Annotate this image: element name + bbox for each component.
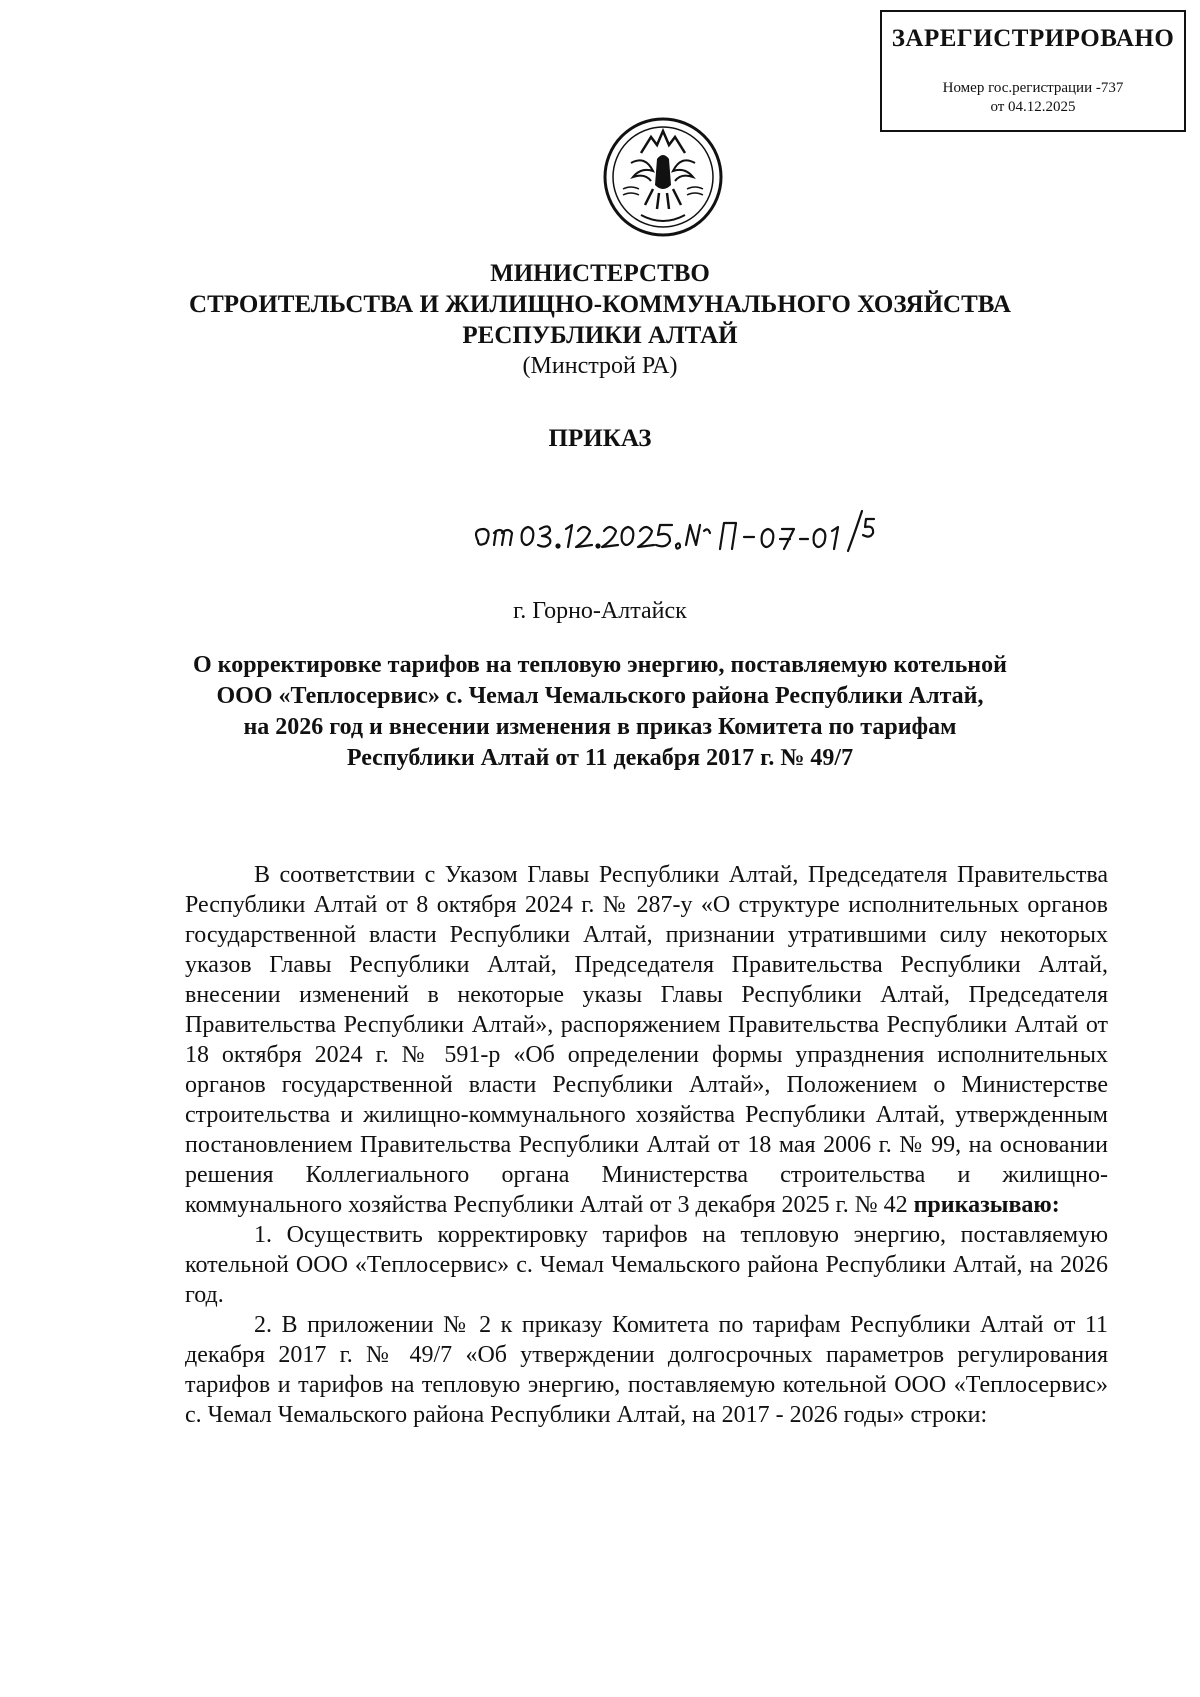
subject-line-4: Республики Алтай от 11 декабря 2017 г. № 49/7 [346,745,854,771]
order-title: ПРИКАЗ [548,425,652,452]
city: г. Горно-Алтайск [513,598,687,624]
preamble-text: В соответствии с Указом Главы Республики Алтай, Председателя Правительства Республики Алтай от 8 октября 2024 г. № 287-у «О структуре исполнительных органов государственной власти Республики Алтай, признании утратившими силу некоторых указов Главы Республики Алтай, Председателя Правительства Республики Алтай, внесении изменений в некоторые указы Главы Республики Алтай, Председателя Правительства Республики Алтай», распоряжением Правительства Республики Алтай от 18 октября 2024 г. № 591-р «Об определении формы упразднения исполнительных органов государственной власти Республики Алтай», Положением о Министерстве строительства и жилищно-коммунального хозяйства Республики Алтай, утвержденным постановлением Правительства Республики Алтай от 18 мая 2006 г. № 99, на основании решения Коллегиального органа Министерства строительства и жилищно-коммунального хозяйства Республики Алтай от 3 декабря 2025 г. № 42 [185,862,1108,1218]
stamp-reg-number: Номер гос.регистрации -737 [942,80,1124,96]
header-line-3: РЕСПУБЛИКИ АЛТАЙ [462,322,738,349]
stamp-title: ЗАРЕГИСТРИРОВАНО [891,25,1175,52]
subject-line-3: на 2026 год и внесении изменения в приказ Комитета по тарифам [243,714,957,740]
order-subject [0,650,1200,774]
registration-stamp [880,10,1186,132]
command-word: приказываю: [913,1192,1060,1218]
subject-line-1: О корректировке тарифов на тепловую энергию, поставляемую котельной [193,652,1007,678]
preamble-paragraph [185,860,1108,1220]
item-1-paragraph: 1. Осуществить корректировку тарифов на тепловую энергию, поставляемую котельной ООО «Теплосервис» с. Чемал Чемальского района Республики Алтай, на 2026 год. [185,1222,1108,1308]
stamp-registration [882,79,1184,117]
ministry-header [0,258,1200,382]
order-body [185,860,1108,1430]
handwritten-date-number [470,505,880,565]
header-abbreviation: (Минстрой РА) [522,353,678,379]
header-line-2: СТРОИТЕЛЬСТВА И ЖИЛИЩНО-КОММУНАЛЬНОГО ХОЗЯЙСТВА [189,291,1011,318]
item-2-paragraph: 2. В приложении № 2 к приказу Комитета по тарифам Республики Алтай от 11 декабря 2017 г. № 49/7 «Об утверждении долгосрочных параметров регулирования тарифов и тарифов на тепловую энергию, поставляемую котельной ООО «Теплосервис» с. Чемал Чемальского района Республики Алтай, на 2017 - 2026 годы» строки: [185,1312,1108,1428]
subject-line-2: ООО «Теплосервис» с. Чемал Чемальского района Республики Алтай, [216,683,984,709]
stamp-reg-date: от 04.12.2025 [990,99,1076,115]
header-line-1: МИНИСТЕРСТВО [490,260,710,287]
republic-altai-coat-of-arms-icon [601,115,725,239]
